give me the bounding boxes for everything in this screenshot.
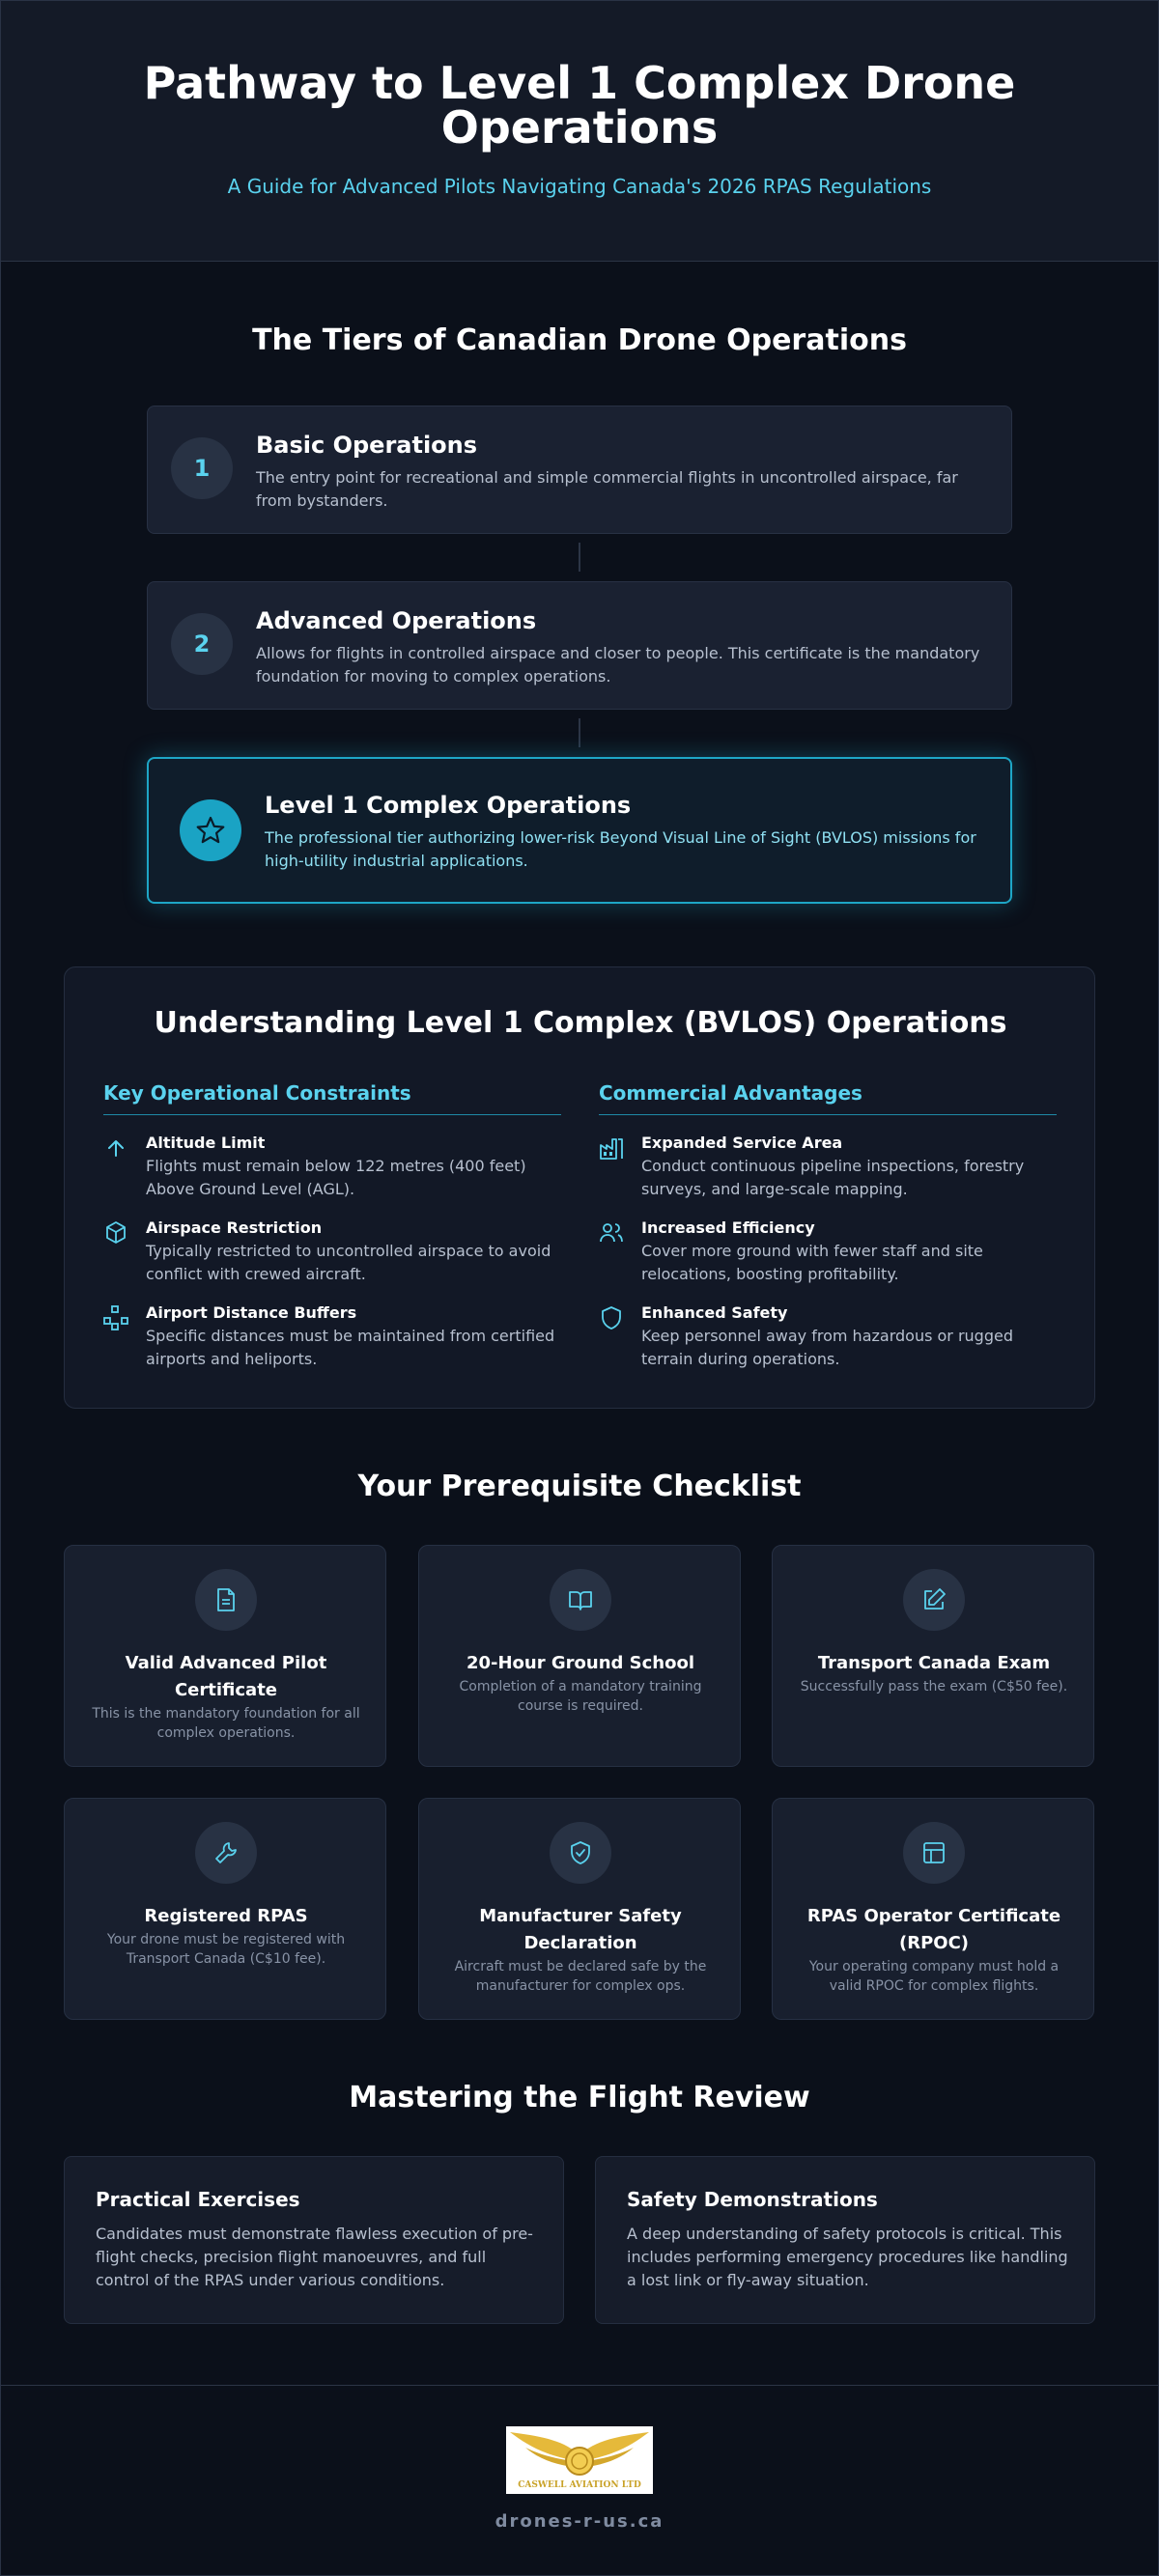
checklist-card-description: Your drone must be registered with Transport Canada (C$10 fee). xyxy=(106,1932,346,1967)
shield-icon xyxy=(599,1305,624,1330)
constraints-title: Key Operational Constraints xyxy=(103,1081,561,1115)
constraint-description: Typically restricted to uncontrolled airspace to avoid conflict with crewed aircraft. xyxy=(146,1242,551,1283)
shield-check-icon xyxy=(550,1822,611,1884)
advantage-description: Conduct continuous pipeline inspections, forestry surveys, and large-scale mapping. xyxy=(641,1157,1025,1198)
arrow-up-icon xyxy=(103,1135,128,1161)
review-section-title: Mastering the Flight Review xyxy=(349,2081,810,2114)
checklist-card-certificate xyxy=(64,1545,386,1767)
checklist-card-title: Transport Canada Exam xyxy=(817,1653,1051,1673)
checklist-card-title: Manufacturer Safety Declaration xyxy=(479,1906,682,1953)
advantage-item-service-area xyxy=(599,1134,1057,1211)
bvlos-panel xyxy=(64,966,1095,1409)
tier-description: Allows for flights in controlled airspace and closer to people. This certificate is the mandatory foundation for moving to complex operations. xyxy=(256,644,980,686)
company-logo xyxy=(506,2426,653,2494)
advantage-description: Cover more ground with fewer staff and site relocations, boosting profitability. xyxy=(641,1242,983,1283)
constraint-item-airport xyxy=(103,1303,561,1381)
advantage-title: Increased Efficiency xyxy=(641,1218,815,1237)
checklist-card-description: Completion of a mandatory training course is required. xyxy=(459,1679,702,1714)
tier-title: Advanced Operations xyxy=(256,607,537,634)
constraint-item-airspace xyxy=(103,1218,561,1296)
checklist-card-description: Aircraft must be declared safe by the manufacturer for complex ops. xyxy=(454,1959,707,1994)
logo-text: CASWELL AVIATION LTD xyxy=(518,2480,641,2490)
advantage-description: Keep personnel away from hazardous or rugged terrain during operations. xyxy=(641,1327,1013,1368)
tier-description: The entry point for recreational and simple commercial flights in uncontrolled airspace, far from bystanders. xyxy=(256,468,958,510)
checklist-section-title: Your Prerequisite Checklist xyxy=(357,1470,802,1503)
constraint-title: Altitude Limit xyxy=(146,1134,266,1152)
page-title: Pathway to Level 1 Complex Drone Operations xyxy=(143,57,1016,154)
tier-card-advanced xyxy=(147,581,1012,710)
review-card-practical xyxy=(64,2156,564,2324)
checklist-card-registered-rpas xyxy=(64,1798,386,2020)
tier-connector xyxy=(579,543,580,572)
tiers-section-title: The Tiers of Canadian Drone Operations xyxy=(252,323,907,357)
review-card-title: Safety Demonstrations xyxy=(627,2188,878,2211)
page-footer xyxy=(1,2385,1158,2575)
cube-icon xyxy=(103,1220,128,1246)
checklist-card-title: 20-Hour Ground School xyxy=(466,1653,695,1673)
wrench-icon xyxy=(195,1822,257,1884)
constraint-description: Specific distances must be maintained from certified airports and heliports. xyxy=(146,1327,555,1368)
network-icon xyxy=(103,1305,128,1330)
book-icon xyxy=(550,1569,611,1631)
tier-number-badge: 2 xyxy=(171,613,233,675)
checklist-card-title: Valid Advanced Pilot Certificate xyxy=(125,1653,327,1700)
advantage-title: Expanded Service Area xyxy=(641,1134,843,1152)
constraint-title: Airspace Restriction xyxy=(146,1218,323,1237)
page-subtitle: A Guide for Advanced Pilots Navigating Canada's 2026 RPAS Regulations xyxy=(227,175,932,198)
review-card-description: Candidates must demonstrate flawless execution of pre-flight checks, precision flight manoeuvres, and full control of the RPAS under various conditions. xyxy=(96,2225,533,2289)
checklist-card-description: Successfully pass the exam (C$50 fee). xyxy=(800,1679,1068,1694)
star-icon xyxy=(180,799,241,861)
layout-icon xyxy=(903,1822,965,1884)
tier-card-complex xyxy=(147,757,1012,904)
advantage-item-efficiency xyxy=(599,1218,1057,1296)
checklist-card-title: RPAS Operator Certificate (RPOC) xyxy=(806,1906,1061,1953)
checklist-card-title: Registered RPAS xyxy=(144,1906,308,1926)
users-icon xyxy=(599,1220,624,1246)
checklist-card-description: This is the mandatory foundation for all complex operations. xyxy=(92,1706,360,1741)
checklist-card-ground-school xyxy=(418,1545,741,1767)
tier-title: Level 1 Complex Operations xyxy=(265,792,632,819)
review-card-safety xyxy=(595,2156,1095,2324)
review-card-title: Practical Exercises xyxy=(96,2188,300,2211)
tier-number-badge: 1 xyxy=(171,437,233,499)
checklist-card-safety-declaration xyxy=(418,1798,741,2020)
tier-connector xyxy=(579,718,580,747)
advantage-title: Enhanced Safety xyxy=(641,1303,788,1322)
tier-title: Basic Operations xyxy=(256,432,478,459)
constraint-title: Airport Distance Buffers xyxy=(146,1303,357,1322)
checklist-card-rpoc xyxy=(772,1798,1094,2020)
factory-icon xyxy=(599,1135,624,1161)
page-header xyxy=(1,1,1158,262)
bvlos-title: Understanding Level 1 Complex (BVLOS) Operations xyxy=(154,1006,1007,1040)
tier-card-basic xyxy=(147,406,1012,534)
tier-description: The professional tier authorizing lower-risk Beyond Visual Line of Sight (BVLOS) missions for high-utility industrial applications. xyxy=(265,828,976,870)
advantage-item-safety xyxy=(599,1303,1057,1381)
constraint-item-altitude xyxy=(103,1134,561,1211)
advantages-title: Commercial Advantages xyxy=(599,1081,1057,1115)
edit-icon xyxy=(903,1569,965,1631)
checklist-card-description: Your operating company must hold a valid RPOC for complex flights. xyxy=(808,1959,1060,1994)
constraint-description: Flights must remain below 122 metres (400 feet) Above Ground Level (AGL). xyxy=(146,1157,526,1198)
checklist-card-exam xyxy=(772,1545,1094,1767)
footer-domain: drones-r-us.ca xyxy=(495,2511,664,2532)
document-icon xyxy=(195,1569,257,1631)
review-card-description: A deep understanding of safety protocols is critical. This includes performing emergency procedures like handling a lost link or fly-away situation. xyxy=(627,2225,1068,2289)
